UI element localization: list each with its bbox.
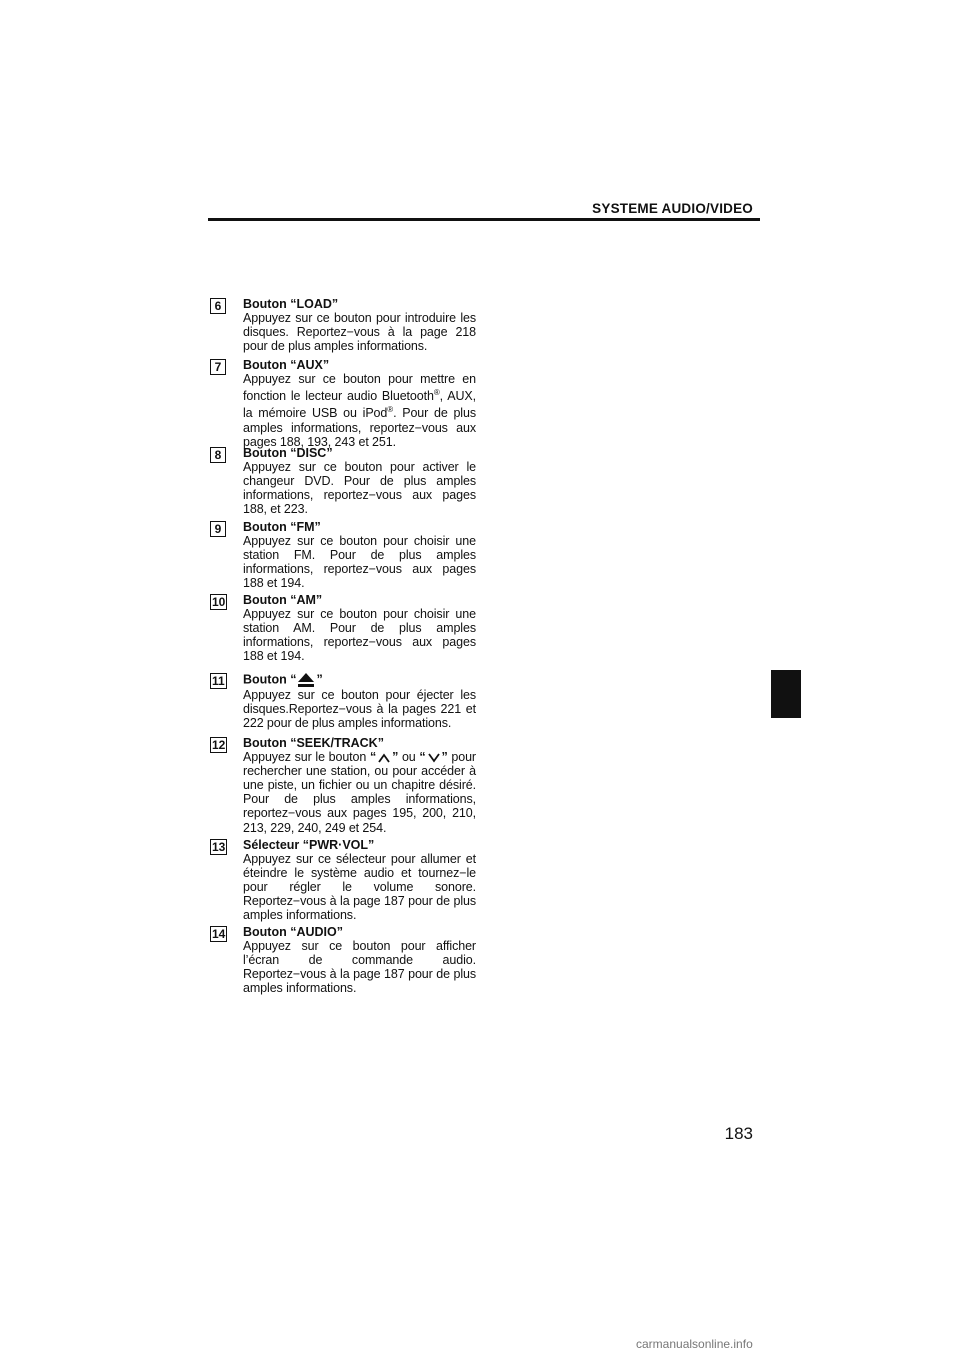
item-title: Bouton “SEEK/TRACK” — [243, 736, 384, 750]
item-body-part: , AUX, la mémoire USB ou iPod — [243, 389, 476, 421]
eject-icon — [297, 672, 315, 688]
up-arrow-icon — [378, 753, 390, 763]
list-item — [210, 672, 476, 730]
item-body-part: . Pour de plus amples informations, reportez−vous aux pages 188, 193, 243 et 251. — [243, 406, 476, 449]
watermark-text: carmanualsonline.info — [636, 1337, 753, 1351]
item-number: 6 — [210, 298, 226, 314]
item-title-part: Bouton “ — [243, 672, 297, 687]
item-title — [243, 672, 476, 688]
item-number: 13 — [212, 840, 226, 854]
registered-mark: ® — [387, 405, 394, 415]
header-rule — [208, 218, 760, 221]
list-item — [210, 838, 476, 923]
item-body-part: pour rechercher une station, ou pour accéder à une piste, un fichier ou un chapitre désiré. Pour de plus amples informations, reportez−vous aux pages 195, 200, 210, 213, 229, 240, 249 et 254. — [243, 750, 476, 835]
item-body-part: ou — [398, 750, 420, 765]
close-quote: ” — [441, 750, 448, 765]
item-body: Appuyez sur ce bouton pour choisir une station FM. Pour de plus amples informations, reportez−vous aux pages 188 et 194. — [243, 534, 476, 591]
item-body: Appuyez sur ce bouton pour choisir une station AM. Pour de plus amples informations, reportez−vous aux pages 188 et 194. — [243, 607, 476, 664]
list-item — [210, 736, 476, 835]
list-item — [210, 593, 476, 663]
item-title: Bouton “AUX” — [243, 358, 330, 372]
list-item — [210, 297, 476, 353]
item-body: Appuyez sur ce bouton pour éjecter les disques.Reportez−vous à la pages 221 et 222 pour de plus amples informations. — [243, 688, 476, 731]
page-number: 183 — [724, 1124, 753, 1143]
section-tab — [771, 670, 801, 718]
item-title: Bouton “DISC” — [243, 446, 333, 460]
list-item — [210, 358, 476, 449]
item-number: 10 — [212, 595, 226, 609]
open-quote: “ — [419, 750, 426, 765]
close-quote: ” — [392, 750, 399, 765]
list-item — [210, 925, 476, 995]
item-number: 14 — [212, 927, 226, 941]
item-body — [243, 750, 476, 835]
item-title: Bouton “AM” — [243, 593, 323, 607]
item-number: 8 — [210, 447, 226, 463]
item-number: 7 — [210, 359, 226, 375]
item-title: Bouton “FM” — [243, 520, 321, 534]
open-quote: “ — [369, 750, 377, 765]
down-arrow-icon — [428, 753, 440, 763]
item-body: Appuyez sur ce bouton pour introduire les disques. Reportez−vous à la page 218 pour de plus amples informations. — [243, 311, 476, 354]
item-body-part: Appuyez sur ce bouton pour mettre en fonction le lecteur audio Bluetooth — [243, 372, 476, 404]
item-body-part: Appuyez sur le bouton — [243, 750, 370, 765]
registered-mark: ® — [433, 388, 440, 398]
item-title: Bouton “LOAD” — [243, 297, 339, 311]
item-title-part: ” — [316, 672, 323, 687]
running-header: SYSTEME AUDIO/VIDEO — [592, 201, 753, 216]
item-number: 9 — [210, 521, 226, 537]
item-number: 11 — [212, 674, 225, 688]
list-item — [210, 446, 476, 516]
item-title: Sélecteur “PWR·VOL” — [243, 838, 375, 852]
item-body — [243, 372, 476, 449]
item-body: Appuyez sur ce bouton pour afficher l’écran de commande audio. Reportez−vous à la page 187 pour de plus amples informations. — [243, 939, 476, 996]
item-title: Bouton “AUDIO” — [243, 925, 343, 939]
item-number: 12 — [212, 738, 226, 752]
item-body: Appuyez sur ce sélecteur pour allumer et éteindre le système audio et tournez−le pour régler le volume sonore. Reportez−vous à la page 187 pour de plus amples informations. — [243, 852, 476, 923]
item-body: Appuyez sur ce bouton pour activer le changeur DVD. Pour de plus amples informations, reportez−vous aux pages 188, et 223. — [243, 460, 476, 517]
list-item — [210, 520, 476, 590]
